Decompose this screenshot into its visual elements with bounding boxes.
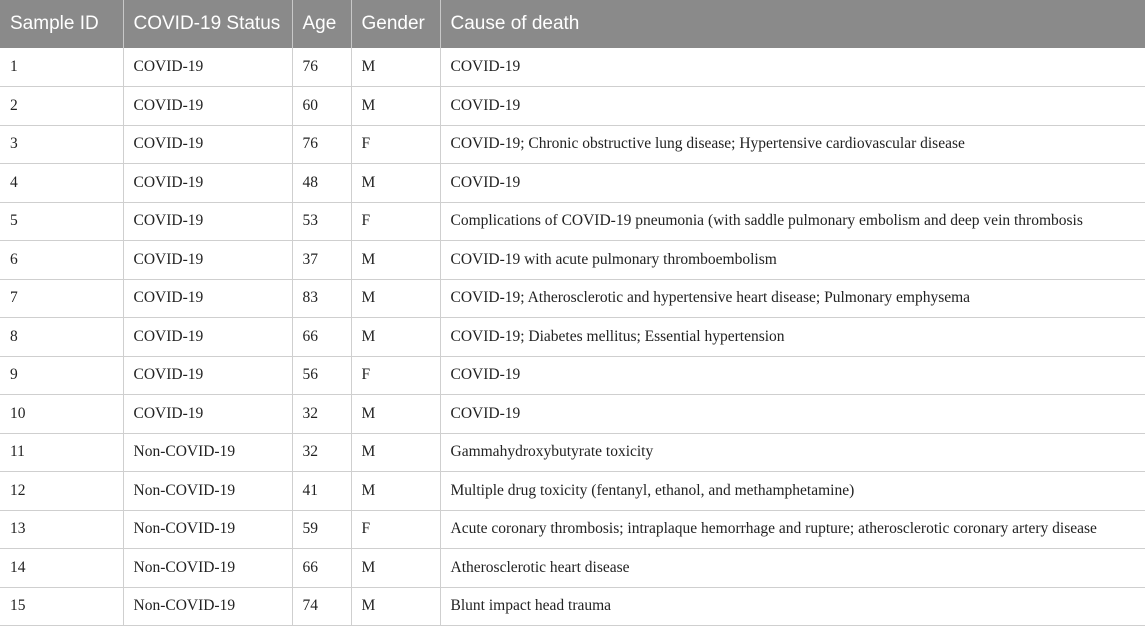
- table-row: [0, 549, 1145, 588]
- table-row: [0, 318, 1145, 357]
- cell-age: 41: [292, 472, 351, 511]
- cell-gender: M: [351, 241, 440, 280]
- cell-cause-of-death: COVID-19: [440, 395, 1145, 434]
- cell-age: 48: [292, 164, 351, 203]
- cell-sample-id: 3: [0, 125, 123, 164]
- cell-age: 37: [292, 241, 351, 280]
- cell-age: 32: [292, 395, 351, 434]
- table-body: [0, 48, 1145, 626]
- cell-sample-id: 13: [0, 510, 123, 549]
- header-row: [0, 0, 1145, 48]
- cell-age: 60: [292, 87, 351, 126]
- cell-gender: F: [351, 510, 440, 549]
- cell-gender: M: [351, 87, 440, 126]
- cell-gender: M: [351, 164, 440, 203]
- cell-cause-of-death: COVID-19: [440, 164, 1145, 203]
- table-row: [0, 395, 1145, 434]
- cell-covid-status: COVID-19: [123, 395, 292, 434]
- cell-cause-of-death: COVID-19; Diabetes mellitus; Essential hypertension: [440, 318, 1145, 357]
- cell-cause-of-death: Gammahydroxybutyrate toxicity: [440, 433, 1145, 472]
- cell-sample-id: 15: [0, 587, 123, 626]
- cell-age: 83: [292, 279, 351, 318]
- cell-sample-id: 5: [0, 202, 123, 241]
- header-sample-id: Sample ID: [0, 0, 123, 48]
- cell-cause-of-death: Multiple drug toxicity (fentanyl, ethanol, and methamphetamine): [440, 472, 1145, 511]
- cell-sample-id: 9: [0, 356, 123, 395]
- header-covid-status: COVID-19 Status: [123, 0, 292, 48]
- cell-covid-status: COVID-19: [123, 279, 292, 318]
- cell-cause-of-death: COVID-19; Chronic obstructive lung disease; Hypertensive cardiovascular disease: [440, 125, 1145, 164]
- cell-covid-status: Non-COVID-19: [123, 587, 292, 626]
- table-row: [0, 164, 1145, 203]
- cell-covid-status: COVID-19: [123, 164, 292, 203]
- cell-cause-of-death: COVID-19 with acute pulmonary thromboembolism: [440, 241, 1145, 280]
- cell-cause-of-death: COVID-19; Atherosclerotic and hypertensive heart disease; Pulmonary emphysema: [440, 279, 1145, 318]
- table-row: [0, 241, 1145, 280]
- table-row: [0, 202, 1145, 241]
- cell-cause-of-death: Acute coronary thrombosis; intraplaque hemorrhage and rupture; atherosclerotic coronary artery disease: [440, 510, 1145, 549]
- header-gender: Gender: [351, 0, 440, 48]
- cell-covid-status: COVID-19: [123, 318, 292, 357]
- cell-covid-status: COVID-19: [123, 87, 292, 126]
- cell-covid-status: Non-COVID-19: [123, 510, 292, 549]
- cell-sample-id: 12: [0, 472, 123, 511]
- cell-sample-id: 10: [0, 395, 123, 434]
- cell-covid-status: COVID-19: [123, 356, 292, 395]
- cell-sample-id: 1: [0, 48, 123, 87]
- cell-covid-status: Non-COVID-19: [123, 549, 292, 588]
- cell-covid-status: COVID-19: [123, 202, 292, 241]
- cell-cause-of-death: Atherosclerotic heart disease: [440, 549, 1145, 588]
- table-header: [0, 0, 1145, 48]
- cell-age: 76: [292, 48, 351, 87]
- cell-gender: F: [351, 125, 440, 164]
- cell-cause-of-death: COVID-19: [440, 48, 1145, 87]
- cell-sample-id: 7: [0, 279, 123, 318]
- cell-age: 32: [292, 433, 351, 472]
- cell-sample-id: 8: [0, 318, 123, 357]
- header-cause-of-death: Cause of death: [450, 13, 580, 34]
- cell-covid-status: COVID-19: [123, 241, 292, 280]
- table-row: [0, 587, 1145, 626]
- cell-covid-status: COVID-19: [123, 48, 292, 87]
- cell-gender: M: [351, 318, 440, 357]
- cell-cause-of-death: COVID-19: [440, 356, 1145, 395]
- header-age: Age: [292, 0, 351, 48]
- table-row: [0, 87, 1145, 126]
- cell-age: 59: [292, 510, 351, 549]
- table-row: [0, 356, 1145, 395]
- cell-age: 56: [292, 356, 351, 395]
- cell-cause-of-death: COVID-19: [440, 87, 1145, 126]
- cell-sample-id: 2: [0, 87, 123, 126]
- table-row: [0, 279, 1145, 318]
- cell-covid-status: Non-COVID-19: [123, 433, 292, 472]
- cell-covid-status: COVID-19: [123, 125, 292, 164]
- cell-gender: M: [351, 433, 440, 472]
- cell-age: 74: [292, 587, 351, 626]
- cell-sample-id: 4: [0, 164, 123, 203]
- cell-gender: M: [351, 587, 440, 626]
- cell-gender: M: [351, 279, 440, 318]
- cell-gender: M: [351, 549, 440, 588]
- table-row: [0, 472, 1145, 511]
- cell-gender: M: [351, 472, 440, 511]
- cell-cause-of-death: Complications of COVID-19 pneumonia (with saddle pulmonary embolism and deep vein thrombosis: [440, 202, 1145, 241]
- cell-gender: M: [351, 395, 440, 434]
- cell-sample-id: 14: [0, 549, 123, 588]
- cell-sample-id: 6: [0, 241, 123, 280]
- cell-gender: M: [351, 48, 440, 87]
- table-row: [0, 433, 1145, 472]
- cell-gender: F: [351, 202, 440, 241]
- cell-age: 76: [292, 125, 351, 164]
- cell-cause-of-death: Blunt impact head trauma: [440, 587, 1145, 626]
- table-row: [0, 48, 1145, 87]
- cell-gender: F: [351, 356, 440, 395]
- cell-age: 53: [292, 202, 351, 241]
- table-row: [0, 125, 1145, 164]
- cell-sample-id: 11: [0, 433, 123, 472]
- cell-age: 66: [292, 318, 351, 357]
- table-row: [0, 510, 1145, 549]
- cell-age: 66: [292, 549, 351, 588]
- cell-covid-status: Non-COVID-19: [123, 472, 292, 511]
